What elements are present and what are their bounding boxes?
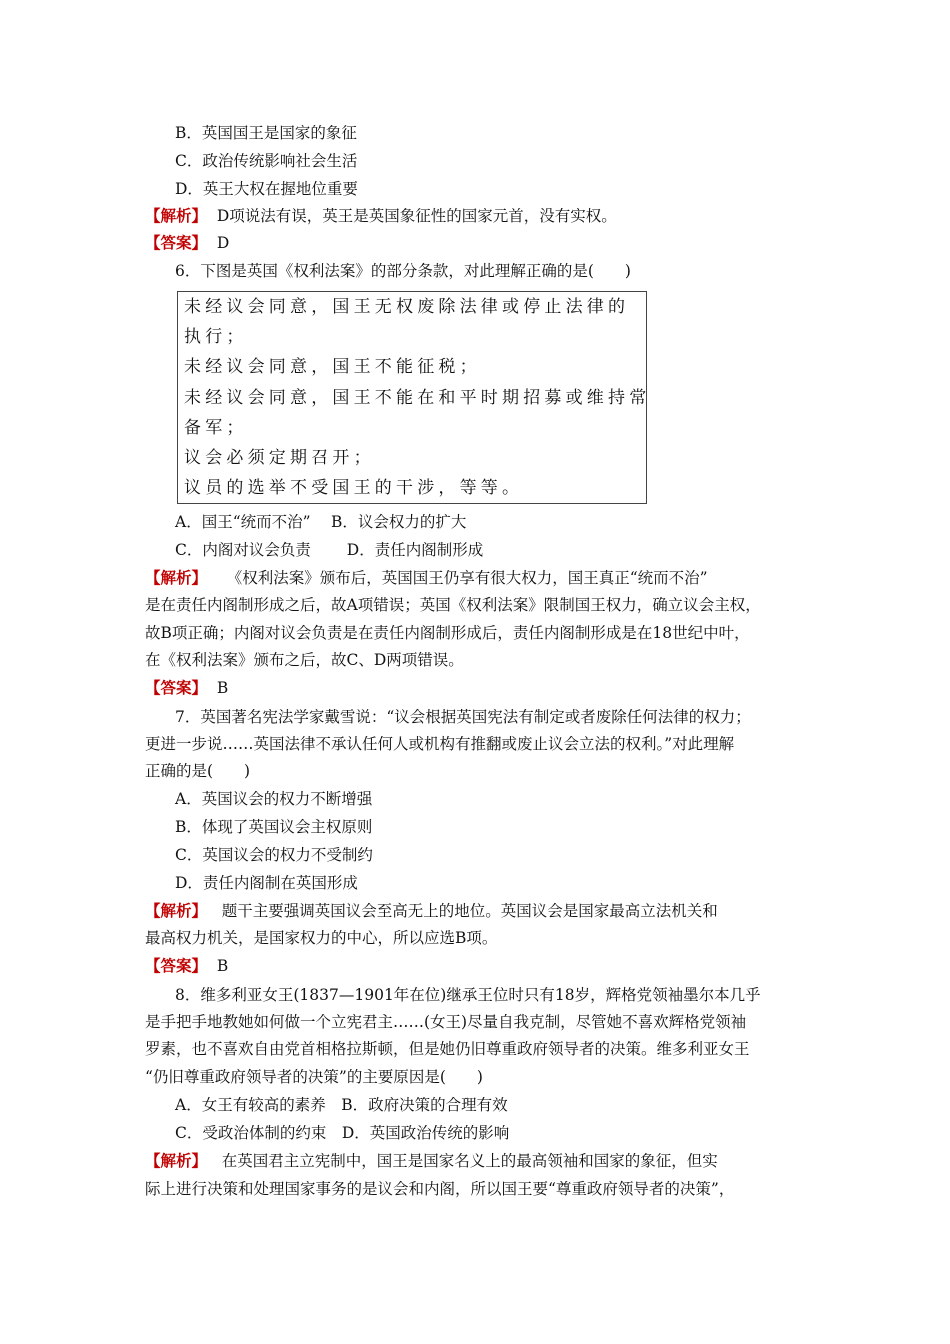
excerpt-line: 执行；: [184, 327, 248, 347]
q6-analysis-line: 【解析】 《权利法案》颁布后，英国国王仍享有很大权力，国王真正“统而不治”: [145, 568, 708, 587]
bill-of-rights-excerpt-box: [177, 291, 651, 504]
analysis-tag: 【解析】: [145, 206, 208, 225]
q7-analysis-line: 【解析】 题干主要强调英国议会至高无上的地位。英国议会是国家最高立法机关和: [145, 901, 718, 920]
q8-analysis-line: 【解析】 在英国君主立宪制中，国王是国家名义上的最高领袖和国家的象征，但实: [145, 1151, 718, 1170]
q8-options-ab: A．女王有较高的素养 B．政府决策的合理有效: [175, 1096, 508, 1114]
q8-analysis-line: 际上进行决策和处理国家事务的是议会和内阁，所以国王要“尊重政府领导者的决策”，: [145, 1180, 735, 1198]
q6-answer: [145, 678, 228, 698]
q5-analysis: [145, 206, 617, 226]
analysis-tag: 【解析】: [145, 1151, 208, 1170]
excerpt-line: 议员的选举不受国王的干涉，等等。: [184, 478, 524, 498]
q6-options-ab: A．国王“统而不治” B．议会权力的扩大: [175, 513, 467, 531]
analysis-tag: 【解析】: [145, 568, 208, 587]
excerpt-line: 未经议会同意，国王不能在和平时期招募或维持常: [184, 388, 651, 408]
q8-stem-line: “仍旧尊重政府领导者的决策”的主要原因是( ): [145, 1068, 483, 1086]
excerpt-line: 未经议会同意，国王无权废除法律或停止法律的: [184, 297, 630, 317]
q7-option-a: A．英国议会的权力不断增强: [175, 790, 373, 808]
q7-analysis-line: 最高权力机关，是国家权力的中心，所以应选B项。: [145, 929, 498, 947]
q5-option-c: C．政治传统影响社会生活: [175, 152, 358, 170]
answer-tag: 【答案】: [145, 678, 208, 697]
q7-stem-line: 7．英国著名宪法学家戴雪说：“议会根据英国宪法有制定或者废除任何法律的权力；: [175, 708, 751, 726]
excerpt-line: 未经议会同意，国王不能征税；: [184, 357, 481, 377]
q6-analysis-line: 是在责任内阁制形成之后，故A项错误；英国《权利法案》限制国王权力，确立议会主权，: [145, 596, 761, 614]
q7-option-c: C．英国议会的权力不受制约: [175, 846, 373, 864]
answer-text: B: [216, 957, 229, 975]
q7-answer: [145, 956, 228, 976]
answer-text: D: [216, 234, 230, 252]
q5-option-b: B．英国国王是国家的象征: [175, 124, 357, 142]
answer-tag: 【答案】: [145, 233, 208, 252]
answer-tag: 【答案】: [145, 956, 208, 975]
q5-option-d: D．英王大权在握地位重要: [175, 180, 358, 198]
excerpt-line: 议会必须定期召开；: [184, 448, 375, 468]
q6-options-cd: C．内阁对议会负责 D．责任内阁制形成: [175, 541, 484, 559]
q7-option-d: D．责任内阁制在英国形成: [175, 874, 358, 892]
q6-stem: 6．下图是英国《权利法案》的部分条款，对此理解正确的是( ): [175, 262, 631, 280]
answer-text: B: [216, 679, 229, 697]
q8-stem-line: 是手把手地教她如何做一个立宪君主……(女王)尽量自我克制，尽管她不喜欢辉格党领袖: [145, 1013, 747, 1031]
q6-analysis-line: 在《权利法案》颁布之后，故C、D两项错误。: [145, 651, 464, 669]
q7-option-b: B．体现了英国议会主权原则: [175, 818, 373, 836]
q8-stem-line: 罗素，也不喜欢自由党首相格拉斯顿，但是她仍旧尊重政府领导者的决策。维多利亚女王: [145, 1040, 750, 1058]
q8-stem-line: 8．维多利亚女王(1837—1901年在位)继承王位时只有18岁，辉格党领袖墨尔本几乎: [175, 986, 761, 1004]
q7-stem-line: 更进一步说……英国法律不承认任何人或机构有推翻或废止议会立法的权利。”对此理解: [145, 735, 735, 753]
q8-options-cd: C．受政治体制的约束 D．英国政治传统的影响: [175, 1124, 510, 1142]
q6-analysis-line: 故B项正确；内阁对议会负责是在责任内阁制形成后，责任内阁制形成是在18世纪中叶，: [145, 624, 750, 642]
q7-stem-line: 正确的是( ): [145, 762, 251, 780]
analysis-tag: 【解析】: [145, 901, 208, 920]
excerpt-line: 备军；: [184, 418, 248, 438]
analysis-text: D项说法有误，英王是英国象征性的国家元首，没有实权。: [216, 207, 617, 225]
q5-answer: [145, 233, 229, 253]
